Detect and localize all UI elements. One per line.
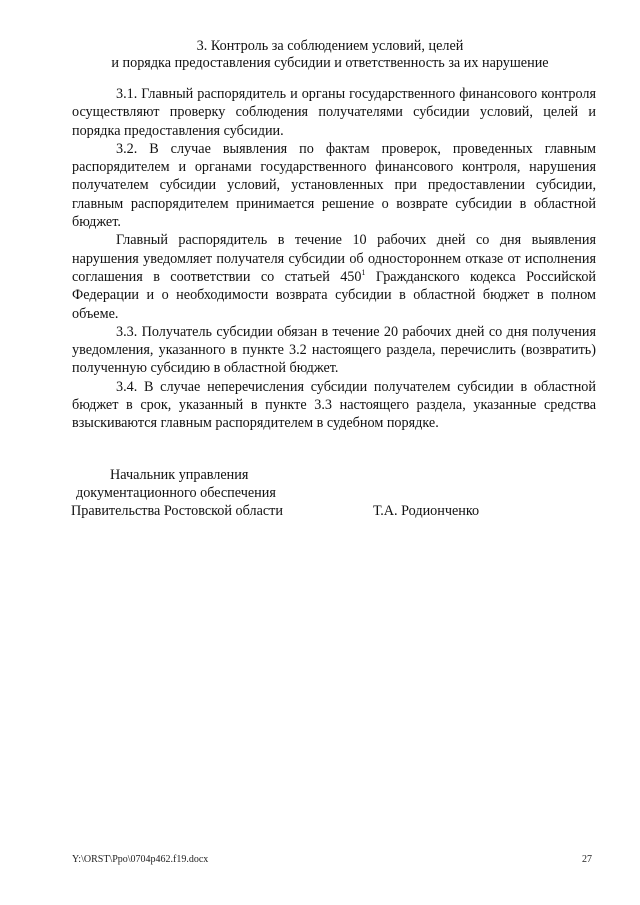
section-heading-line-2: и порядка предоставления субсидии и ответственность за их нарушение xyxy=(111,55,549,71)
signatory-title-line-1: Начальник управления xyxy=(110,467,249,483)
section-heading-line-1: 3. Контроль за соблюдением условий, целей xyxy=(196,38,464,54)
paragraph-3-2: 3.2. В случае выявления по фактам проверок, проведенных главным распорядителем и органами государственного финансового контроля, нарушения получателем субсидии условий, установленных при предоставлении субсидии, главным распорядителем принимается решение о возврате субсидии в областной бюджет. xyxy=(72,140,596,231)
paragraph-3-1: 3.1. Главный распорядитель и органы государственного финансового контроля осуществляют проверку соблюдения получателями субсидии условий, целей и порядка предоставления субсидии. xyxy=(72,86,596,139)
paragraph-3-4: 3.4. В случае неперечисления субсидии получателем субсидии в областной бюджет в срок, указанный в пункте 3.3 настоящего раздела, указанные средства взыскиваются главным распорядителем в судебном порядке. xyxy=(72,378,596,432)
footer-file-path: Y:\ORST\Ppo\0704p462.f19.docx xyxy=(72,854,209,865)
paragraph-3-3: 3.3. Получатель субсидии обязан в течение 20 рабочих дней со дня получения уведомления, указанного в пункте 3.2 настоящего раздела, перечислить (возвратить) полученную субсидию в областной бюджет. xyxy=(72,323,596,377)
page-number: 27 xyxy=(582,854,592,865)
paragraph-3-2-continued xyxy=(72,231,596,322)
signatory-title-line-2: документационного обеспечения xyxy=(76,485,276,501)
article-superscript: 1 xyxy=(361,267,366,277)
paragraph-text-after-footnote: Гражданского кодекса Российской Федерации и о необходимости возврата субсидии в областной бюджет в полном объеме. xyxy=(72,268,597,322)
signatory-title-line-3: Правительства Ростовской области xyxy=(71,503,283,519)
section-body xyxy=(72,85,596,433)
signatory-name: Т.А. Родионченко xyxy=(373,503,480,519)
paragraph-text-before-footnote: Главный распорядитель в течение 10 рабочих дней со дня выявления нарушения уведомляет получателя субсидии об одностороннем отказе от исполнения соглашения в соответствии со статьей 450 xyxy=(72,232,596,285)
